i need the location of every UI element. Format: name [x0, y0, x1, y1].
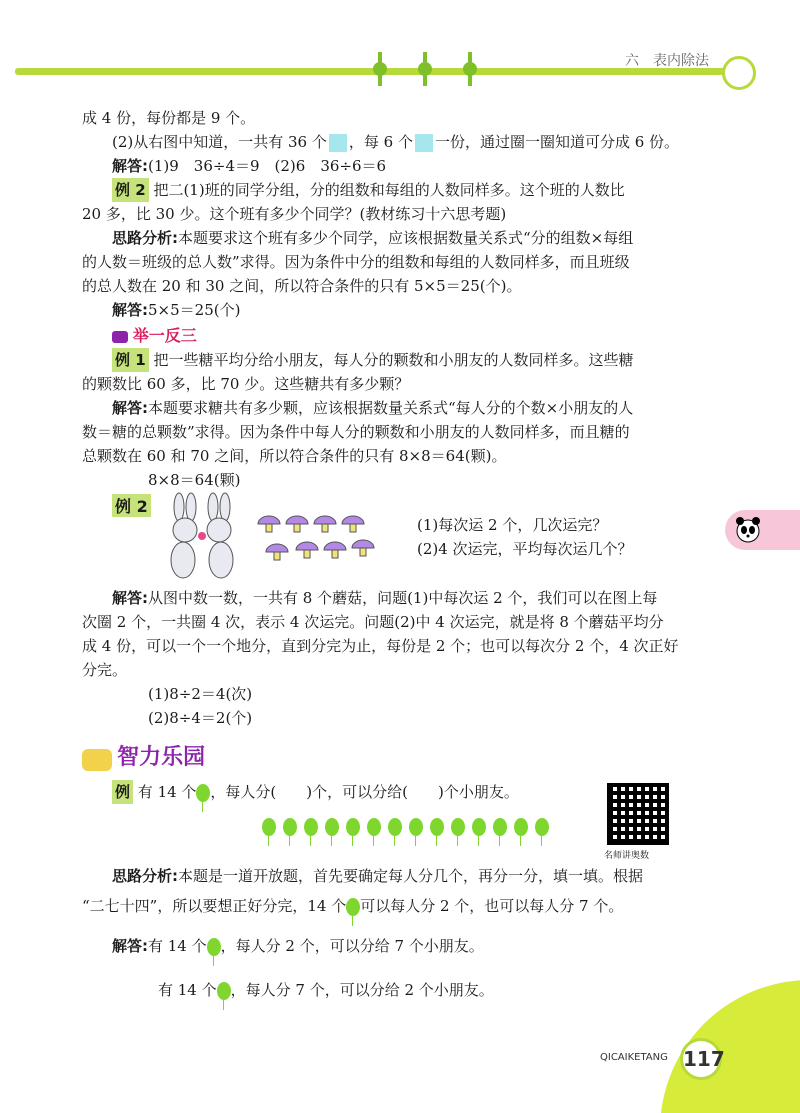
text-line — [82, 130, 722, 154]
example-label: 例 2 — [112, 178, 149, 202]
text-line: 数＝糖的总颗数”求得。因为条件中每人分的颗数和小朋友的人数同样多，而且糖的 — [82, 423, 630, 441]
balloon-icon — [217, 982, 231, 1000]
text-span: 一份，通过圈一圈知道可分成 6 份。 — [434, 133, 680, 151]
balloon-icon — [367, 818, 381, 836]
analysis-label: 思路分析: — [112, 867, 178, 885]
blank-square-icon — [329, 134, 347, 152]
example-figure — [82, 492, 722, 582]
puzzle-title: 智力乐园 — [117, 745, 206, 770]
text-span: 把二(1)班的同学分组，分的组数和每组的人数同样多。这个班的人数比 — [153, 181, 625, 199]
example-label: 例 1 — [112, 348, 149, 372]
analysis-label: 思路分析: — [112, 229, 178, 247]
balloon-icon — [304, 818, 318, 836]
balloon-icon — [430, 818, 444, 836]
text-span: 从图中数一数，一共有 8 个蘑菇，问题(1)中每次运 2 个，我们可以在图上每 — [148, 589, 658, 607]
balloon-icon — [207, 938, 221, 956]
example-label: 例 2 — [112, 494, 151, 517]
answer-line — [82, 298, 722, 322]
answer-line — [82, 978, 722, 1002]
answer-label: 解答: — [112, 399, 148, 417]
page-content — [82, 106, 722, 1002]
answer-label: 解答: — [112, 937, 148, 955]
balloon-icon — [514, 818, 528, 836]
text-span: ，每人分 2 个，可以分给 7 个小朋友。 — [220, 937, 484, 955]
analysis-line — [82, 864, 722, 888]
text-line: 20 多，比 30 少。这个班有多少个同学？(教材练习十六思考题) — [82, 205, 507, 223]
answer-label: 解答: — [112, 589, 148, 607]
brand-name: QICAIKETANG — [600, 1052, 668, 1063]
balloon-icon — [262, 818, 276, 836]
balloon-icon — [409, 818, 423, 836]
mushrooms-icon — [257, 512, 387, 572]
equation-line: 8×8＝64(颗) — [148, 471, 241, 489]
text-line: 总颗数在 60 和 70 之间，所以符合条件的只有 8×8＝64(颗)。 — [82, 447, 507, 465]
example-line — [82, 178, 722, 202]
text-span: 本题要求这个班有多少个同学，应该根据数量关系式“分的组数×每组 — [178, 229, 634, 247]
text-span: 5×5＝25(个) — [148, 301, 241, 319]
answer-line — [82, 586, 722, 610]
qr-code-icon[interactable] — [607, 783, 669, 845]
balloon-icon — [451, 818, 465, 836]
hat-icon — [112, 331, 128, 343]
text-span: ，每人分( )个，可以分给( )个小朋友。 — [210, 783, 519, 801]
question-2: (2)4 次运完，平均每次运几个？ — [417, 540, 633, 558]
text-span: “二七十四”，所以要想正好分完，14 个 — [82, 897, 347, 915]
text-span: 可以每人分 2 个，也可以每人分 7 个。 — [360, 897, 624, 915]
balloon-icon — [493, 818, 507, 836]
answer-line — [82, 396, 722, 420]
balloon-icon — [472, 818, 486, 836]
text-line: 的总人数在 20 和 30 之间，所以符合条件的只有 5×5＝25(个)。 — [82, 277, 522, 295]
answer-line — [82, 934, 722, 958]
balloon-icon — [346, 818, 360, 836]
text-line — [82, 894, 722, 918]
balloon-icon — [346, 898, 360, 916]
text-span: 本题要求糖共有多少颗，应该根据数量关系式“每人分的个数×小朋友的人 — [148, 399, 634, 417]
text-line: 的颗数比 60 多，比 70 少。这些糖共有多少颗？ — [82, 375, 410, 393]
answer-label: 解答: — [112, 157, 148, 175]
text-line: 成 4 份，可以一个一个地分，直到分完为止，每份是 2 个；也可以每次分 2 个，4 次正好 — [82, 637, 679, 655]
answer-line — [82, 154, 722, 178]
page-number: 117 — [680, 1038, 722, 1080]
puzzle-section-header — [82, 740, 722, 774]
equation-line: (2)8÷4＝2(个) — [148, 709, 253, 727]
text-span: 有 14 个 — [148, 937, 207, 955]
text-span: 本题是一道开放题，首先要确定每人分几个，再分一分，填一填。根据 — [178, 867, 644, 885]
equation-line: (1)8÷2＝4(次) — [148, 685, 253, 703]
text-span: (2)从右图中知道，一共有 36 个 — [112, 133, 327, 151]
binder-rings-icon — [370, 50, 480, 90]
puzzle-mascot-icon — [82, 749, 112, 771]
text-span: 有 14 个 — [137, 783, 197, 801]
text-line: 成 4 份，每份都是 9 个。 — [82, 109, 256, 127]
analysis-line — [82, 226, 722, 250]
practice-title: 举一反三 — [132, 326, 197, 345]
text-span: ，每人分 7 个，可以分给 2 个小朋友。 — [230, 981, 494, 999]
rabbit-mascot-icon — [722, 56, 756, 90]
blank-square-icon — [415, 134, 433, 152]
panda-icon — [733, 515, 763, 545]
balloon-icon — [535, 818, 549, 836]
question-1: (1)每次运 2 个，几次运完？ — [417, 516, 608, 534]
text-span: 把一些糖平均分给小朋友，每人分的颗数和小朋友的人数同样多。这些糖 — [153, 351, 634, 369]
text-span: 有 14 个 — [158, 981, 217, 999]
balloon-icon — [388, 818, 402, 836]
text-line: 次圈 2 个，一共圈 4 次，表示 4 次运完。问题(2)中 4 次运完，就是将 8 个蘑菇平均分 — [82, 613, 664, 631]
chapter-title: 六 表内除法 — [625, 53, 709, 69]
balloon-icon — [196, 784, 210, 802]
text-line: 的人数＝班级的总人数”求得。因为条件中分的组数和每组的人数同样多，而且班级 — [82, 253, 630, 271]
qr-label: 名师讲奥数 — [604, 851, 650, 861]
balloon-icon — [325, 818, 339, 836]
rabbits-icon — [157, 492, 247, 582]
text-line: 分完。 — [82, 661, 128, 679]
answer-label: 解答: — [112, 301, 148, 319]
practice-header — [82, 324, 722, 348]
example-label: 例 — [112, 780, 133, 804]
balloon-icon — [283, 818, 297, 836]
text-span: ，每 6 个 — [348, 133, 413, 151]
text-span: (1)9 36÷4＝9 (2)6 36÷6＝6 — [148, 157, 387, 175]
example-line — [82, 348, 722, 372]
